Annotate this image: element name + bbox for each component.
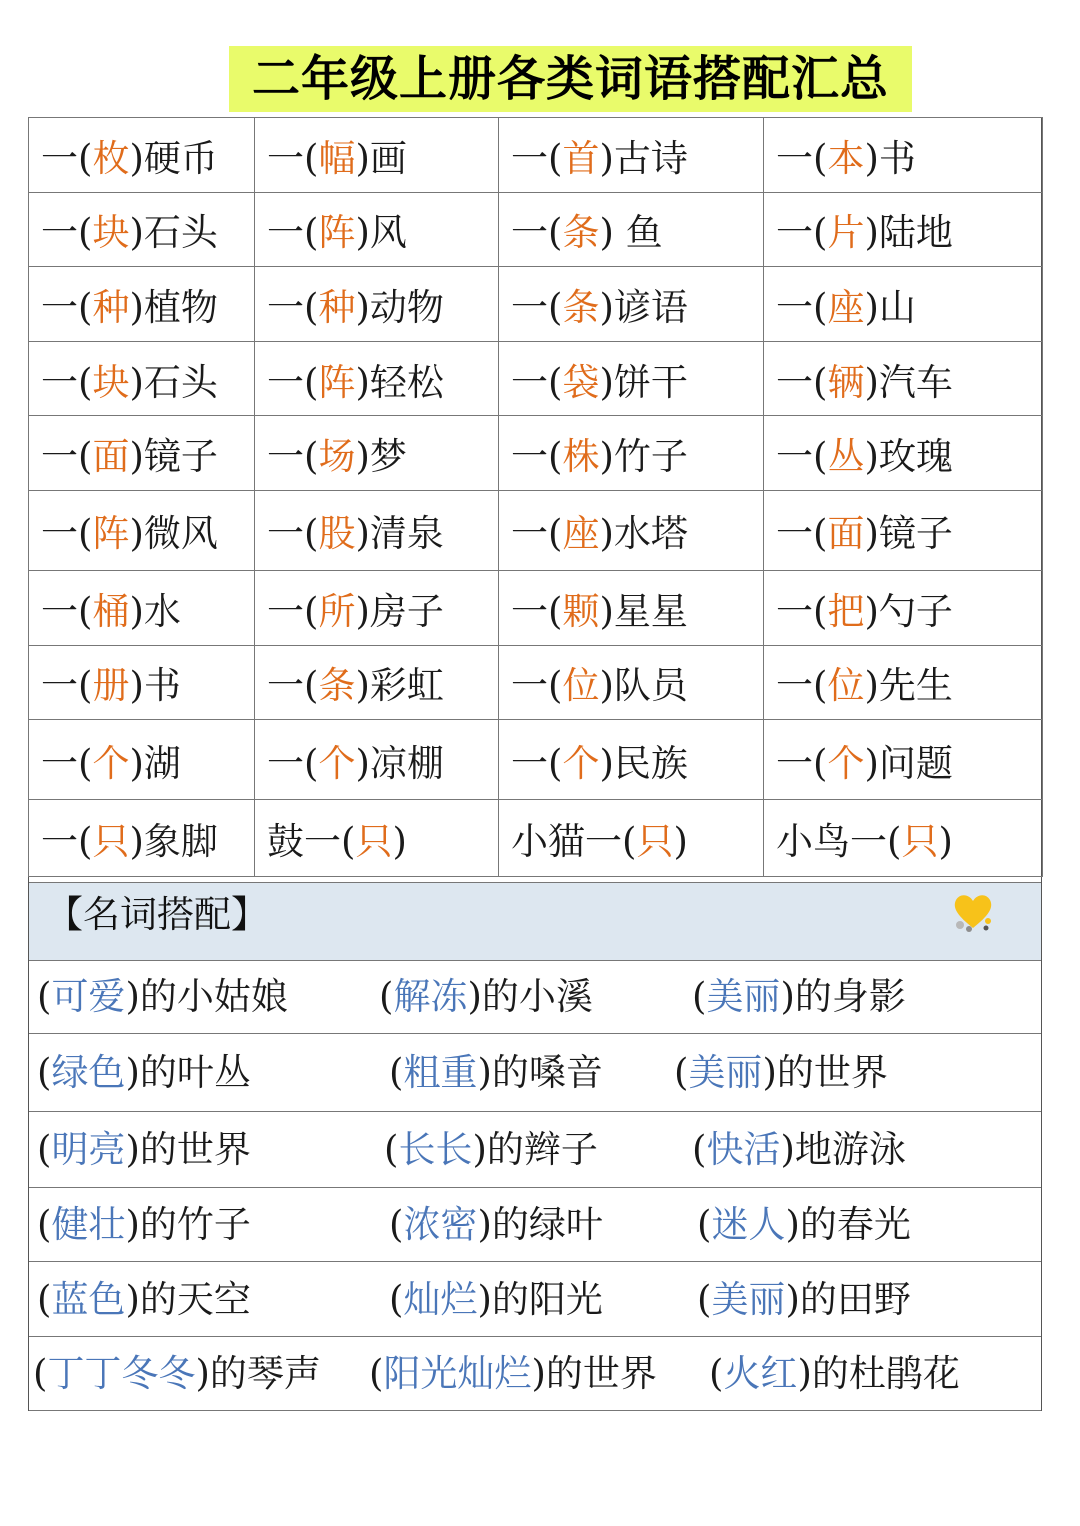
phrase-suffix: )谚语 [599,285,688,329]
phrase-suffix: )竹子 [599,435,688,479]
measure-word: 座 [562,512,600,556]
measure-word-cell [764,490,1043,570]
measure-word: 个 [92,741,130,785]
phrase-prefix: 一( [776,589,828,633]
measure-word: 把 [827,589,865,633]
noun-pair [692,960,906,1034]
noun-pair [384,1112,598,1188]
phrase-prefix: 一( [511,741,563,785]
measure-word: 枚 [92,136,130,180]
phrase-suffix: ) [673,820,688,864]
measure-word-cell [255,720,499,800]
noun-pair [697,1262,911,1337]
adjective: 可爱 [51,975,126,1018]
phrase-suffix: )先生 [864,664,953,708]
noun-phrase: )的琴声 [195,1352,321,1395]
measure-word-row [29,720,1043,800]
phrase-prefix: 小猫一( [511,820,637,864]
measure-word: 阵 [92,512,130,556]
phrase-prefix: 一( [776,136,828,180]
phrase-prefix: 一( [511,589,563,633]
measure-word-cell [255,800,499,877]
open-paren: ( [37,1051,52,1094]
adjective: 阳光灿烂 [383,1352,532,1395]
open-paren: ( [37,1203,52,1246]
measure-word-row [29,645,1043,720]
measure-word-cell [764,192,1043,267]
measure-word-cell [764,267,1043,342]
phrase-suffix: )古诗 [599,136,688,180]
adjective: 浓密 [403,1203,478,1246]
measure-word-cell [764,800,1043,877]
noun-pair [379,960,593,1034]
measure-word-table [28,117,1043,877]
phrase-prefix: 一( [41,285,93,329]
adjective: 绿色 [51,1051,126,1094]
measure-word: 条 [562,285,600,329]
measure-word: 块 [92,360,130,404]
phrase-suffix: )微风 [129,512,218,556]
noun-pair [692,1112,906,1188]
measure-word-cell [499,800,764,877]
phrase-suffix: )动物 [355,285,444,329]
phrase-suffix: )水 [129,589,181,633]
measure-word-cell [255,490,499,570]
measure-word-cell [764,570,1043,645]
measure-word-cell [764,341,1043,416]
measure-word: 面 [92,435,130,479]
measure-word: 只 [901,820,939,864]
phrase-prefix: 一( [41,820,93,864]
phrase-prefix: 一( [776,741,828,785]
open-paren: ( [389,1278,404,1321]
measure-word-row [29,490,1043,570]
measure-word-cell [255,267,499,342]
phrase-prefix: 一( [511,435,563,479]
noun-pair [389,1262,603,1337]
noun-phrase: )的天空 [125,1278,251,1321]
open-paren: ( [697,1278,712,1321]
phrase-prefix: 一( [511,136,563,180]
measure-word: 场 [318,435,356,479]
phrase-prefix: 一( [776,360,828,404]
noun-phrase: )的嗓音 [477,1051,603,1094]
noun-phrase: )的小溪 [467,975,593,1018]
phrase-suffix: )民族 [599,741,688,785]
measure-word-row [29,800,1043,877]
phrase-suffix: )石头 [129,211,218,255]
measure-word: 株 [562,435,600,479]
noun-pair-row [29,960,1041,1034]
measure-word-row [29,267,1043,342]
phrase-prefix: 一( [267,741,319,785]
noun-pair [709,1337,960,1411]
noun-pair-row [29,1262,1041,1337]
adjective: 明亮 [51,1128,126,1171]
phrase-prefix: 一( [776,285,828,329]
measure-word-cell [255,645,499,720]
phrase-suffix: )饼干 [599,360,688,404]
phrase-prefix: 一( [41,435,93,479]
phrase-suffix: )梦 [355,435,407,479]
adjective: 美丽 [688,1051,763,1094]
phrase-suffix: )石头 [129,360,218,404]
phrase-suffix: )象脚 [129,820,218,864]
noun-pair-row [29,1337,1041,1411]
phrase-prefix: 一( [267,589,319,633]
measure-word: 种 [318,285,356,329]
measure-word: 位 [562,664,600,708]
phrase-suffix: )植物 [129,285,218,329]
phrase-prefix: 一( [41,512,93,556]
phrase-prefix: 一( [267,211,319,255]
phrase-suffix: ) [938,820,953,864]
noun-phrase: )的世界 [762,1051,888,1094]
noun-phrase: )的叶丛 [125,1051,251,1094]
noun-phrase: )的世界 [531,1352,657,1395]
page-title: 二年级上册各类词语搭配汇总 [251,51,889,107]
measure-word-cell [764,416,1043,491]
adjective: 粗重 [403,1051,478,1094]
measure-word: 个 [562,741,600,785]
measure-word-cell [29,192,255,267]
phrase-suffix: )书 [864,136,916,180]
measure-word-cell [499,192,764,267]
noun-pair-row [29,1112,1041,1188]
noun-pair-row [29,1188,1041,1262]
phrase-prefix: 一( [776,435,828,479]
phrase-prefix: 一( [41,360,93,404]
phrase-prefix: 一( [267,435,319,479]
phrase-suffix: )陆地 [864,211,953,255]
measure-word: 阵 [318,211,356,255]
measure-word: 册 [92,664,130,708]
open-paren: ( [697,1203,712,1246]
measure-word-row [29,570,1043,645]
heart-sticker-icon [948,888,998,934]
measure-word-cell [255,192,499,267]
noun-phrase: )的身影 [780,975,906,1018]
noun-pair [697,1188,911,1262]
phrase-suffix: )玫瑰 [864,435,953,479]
adjective: 灿烂 [403,1278,478,1321]
adjective: 蓝色 [51,1278,126,1321]
open-paren: ( [389,1051,404,1094]
measure-word-cell [29,645,255,720]
measure-word-cell [499,645,764,720]
phrase-prefix: 小鸟一( [776,820,902,864]
measure-word: 条 [318,664,356,708]
measure-word-cell [255,570,499,645]
phrase-prefix: 一( [776,512,828,556]
measure-word: 面 [827,512,865,556]
measure-word-cell [499,720,764,800]
measure-word: 块 [92,211,130,255]
phrase-prefix: 一( [41,589,93,633]
measure-word: 只 [92,820,130,864]
phrase-prefix: 一( [267,512,319,556]
phrase-suffix: )汽车 [864,360,953,404]
noun-pair [369,1337,657,1411]
phrase-suffix: )房子 [355,589,444,633]
measure-word: 本 [827,136,865,180]
adjective: 解冻 [393,975,468,1018]
noun-pair [37,1034,251,1112]
noun-phrase: )的阳光 [477,1278,603,1321]
measure-word-row [29,341,1043,416]
adjective: 迷人 [711,1203,786,1246]
adjective: 美丽 [711,1278,786,1321]
phrase-prefix: 一( [776,664,828,708]
phrase-prefix: 一( [511,664,563,708]
phrase-suffix: )轻松 [355,360,444,404]
phrase-prefix: 一( [267,664,319,708]
noun-phrase: )的世界 [125,1128,251,1171]
measure-word-cell [499,490,764,570]
measure-word-cell [764,118,1043,193]
noun-phrase: )的绿叶 [477,1203,603,1246]
measure-word-cell [29,416,255,491]
measure-word-cell [255,341,499,416]
measure-word-row [29,416,1043,491]
measure-word: 股 [318,512,356,556]
adjective: 长长 [398,1128,473,1171]
open-paren: ( [674,1051,689,1094]
phrase-suffix: )清泉 [355,512,444,556]
phrase-suffix: )湖 [129,741,181,785]
measure-word: 袋 [562,360,600,404]
measure-word-cell [764,645,1043,720]
measure-word: 个 [827,741,865,785]
noun-pair [37,960,288,1034]
measure-word: 桶 [92,589,130,633]
adjective: 健壮 [51,1203,126,1246]
phrase-suffix: )队员 [599,664,688,708]
open-paren: ( [33,1352,48,1395]
measure-word-cell [499,570,764,645]
measure-word-cell [499,267,764,342]
phrase-prefix: 一( [267,285,319,329]
measure-word: 种 [92,285,130,329]
noun-pair [37,1262,251,1337]
noun-pair [33,1337,321,1411]
open-paren: ( [37,975,52,1018]
open-paren: ( [709,1352,724,1395]
adjective: 快活 [706,1128,781,1171]
noun-pair [37,1112,251,1188]
phrase-suffix: )凉棚 [355,741,444,785]
phrase-prefix: 一( [776,211,828,255]
noun-phrase: )的小姑娘 [125,975,288,1018]
measure-word-cell [499,416,764,491]
phrase-prefix: 鼓一( [267,820,356,864]
measure-word-cell [29,341,255,416]
measure-word-cell [499,341,764,416]
phrase-prefix: 一( [511,512,563,556]
noun-phrase: )的竹子 [125,1203,251,1246]
adjective: 丁丁冬冬 [47,1352,196,1395]
phrase-suffix: )硬币 [129,136,218,180]
measure-word: 首 [562,136,600,180]
open-paren: ( [37,1278,52,1321]
noun-phrase: )的杜鹃花 [797,1352,960,1395]
phrase-prefix: 一( [267,360,319,404]
noun-pair [674,1034,888,1112]
adjective: 美丽 [706,975,781,1018]
measure-word-cell [499,118,764,193]
open-paren: ( [37,1128,52,1171]
measure-word: 幅 [318,136,356,180]
phrase-suffix: )勺子 [864,589,953,633]
noun-phrase: )的辫子 [472,1128,598,1171]
open-paren: ( [692,975,707,1018]
phrase-suffix: )镜子 [864,512,953,556]
noun-phrase: )的春光 [785,1203,911,1246]
phrase-suffix: )镜子 [129,435,218,479]
phrase-suffix: ) 鱼 [599,211,663,255]
noun-phrase: )的田野 [785,1278,911,1321]
phrase-suffix: )画 [355,136,407,180]
open-paren: ( [389,1203,404,1246]
measure-word: 所 [318,589,356,633]
phrase-suffix: )风 [355,211,407,255]
noun-pair-row [29,1034,1041,1112]
phrase-suffix: )书 [129,664,181,708]
measure-word-cell [29,800,255,877]
phrase-prefix: 一( [41,211,93,255]
measure-word-cell [764,720,1043,800]
open-paren: ( [692,1128,707,1171]
measure-word-row [29,192,1043,267]
phrase-suffix: )问题 [864,741,953,785]
phrase-suffix: )彩虹 [355,664,444,708]
phrase-prefix: 一( [511,360,563,404]
measure-word: 座 [827,285,865,329]
measure-word: 条 [562,211,600,255]
measure-word-cell [255,416,499,491]
measure-word-cell [29,570,255,645]
open-paren: ( [379,975,394,1018]
noun-phrase: )地游泳 [780,1128,906,1171]
adjective: 火红 [723,1352,798,1395]
measure-word: 丛 [827,435,865,479]
noun-section-label: 【名词搭配】 [46,893,268,936]
phrase-suffix: ) [392,820,407,864]
noun-pair [389,1034,603,1112]
phrase-suffix: )星星 [599,589,688,633]
measure-word: 辆 [827,360,865,404]
measure-word-cell [29,490,255,570]
measure-word: 位 [827,664,865,708]
measure-word: 个 [318,741,356,785]
measure-word-cell [255,118,499,193]
measure-word: 片 [827,211,865,255]
phrase-suffix: )山 [864,285,916,329]
open-paren: ( [369,1352,384,1395]
noun-pair [389,1188,603,1262]
measure-word-cell [29,118,255,193]
phrase-prefix: 一( [511,285,563,329]
noun-pair [37,1188,251,1262]
open-paren: ( [384,1128,399,1171]
phrase-prefix: 一( [267,136,319,180]
measure-word: 颗 [562,589,600,633]
measure-word: 阵 [318,360,356,404]
measure-word: 只 [355,820,393,864]
phrase-prefix: 一( [511,211,563,255]
measure-word: 只 [636,820,674,864]
phrase-prefix: 一( [41,664,93,708]
measure-word-cell [29,720,255,800]
measure-word-cell [29,267,255,342]
phrase-suffix: )水塔 [599,512,688,556]
measure-word-row [29,118,1043,193]
phrase-prefix: 一( [41,741,93,785]
phrase-prefix: 一( [41,136,93,180]
